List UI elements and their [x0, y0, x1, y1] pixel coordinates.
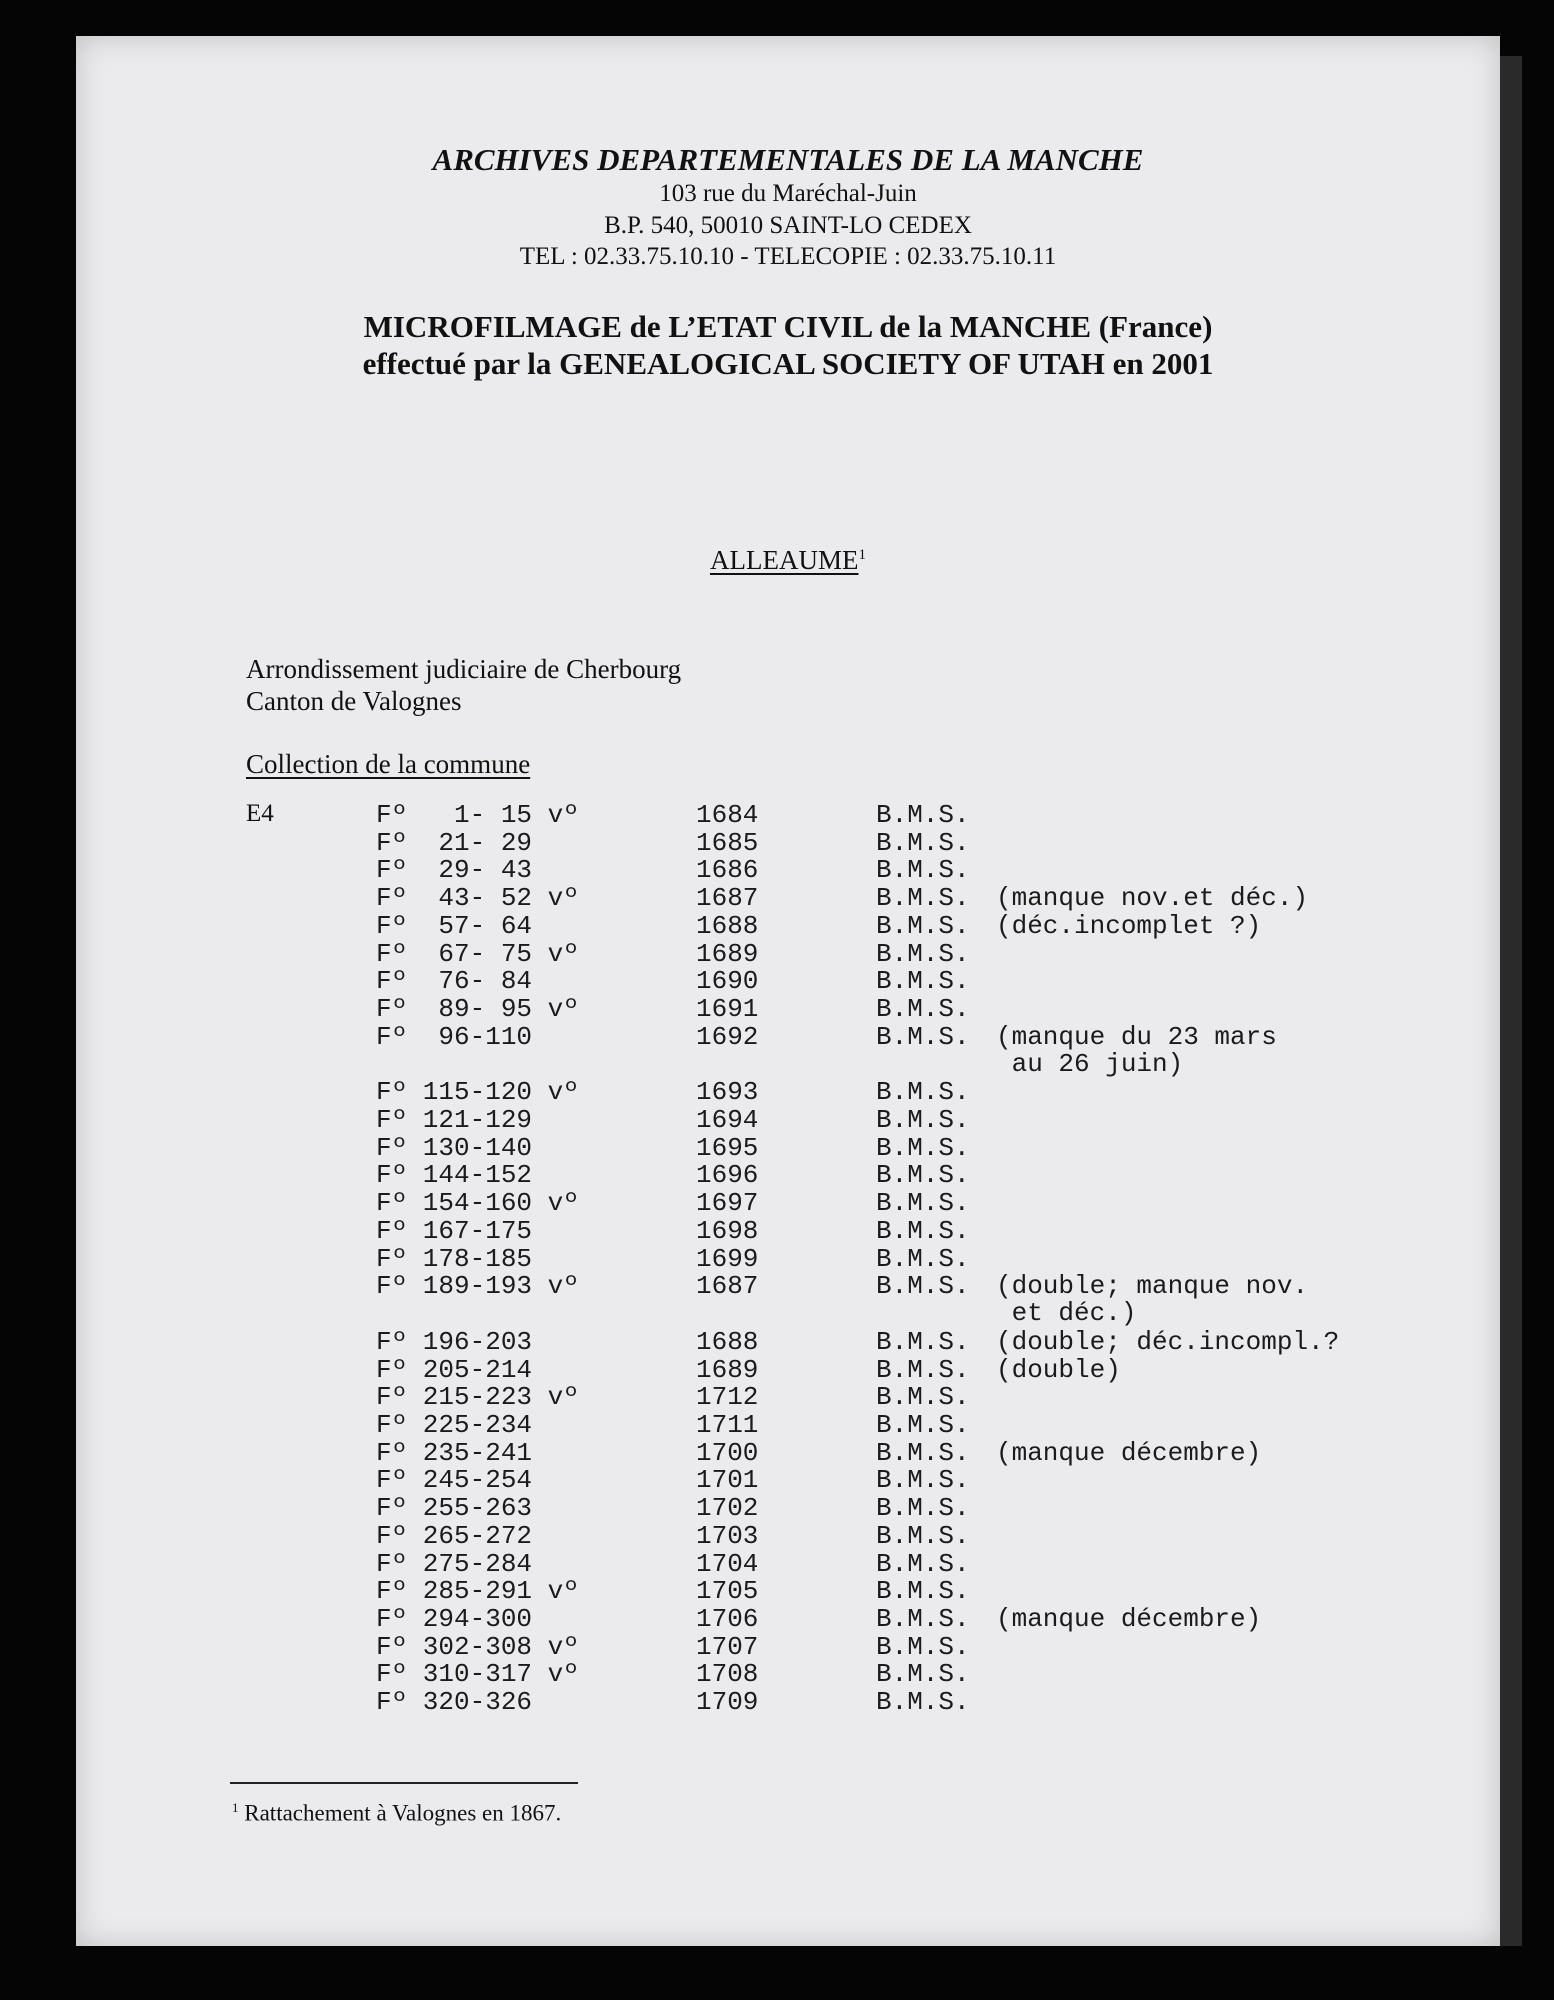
year-cell: 1689	[696, 1354, 759, 1385]
register-row	[76, 1410, 1500, 1438]
commune-heading	[76, 545, 1500, 576]
type-cell: B.M.S.	[876, 1465, 970, 1496]
folio-cell: Fº 1- 15 vº	[376, 800, 579, 830]
footnote-text: Rattachement à Valognes en 1867.	[244, 1800, 562, 1826]
footnote	[232, 1800, 561, 1827]
folio-cell: Fº 130-140	[376, 1132, 533, 1163]
register-row	[76, 1493, 1500, 1524]
year-cell: 1692	[696, 1021, 759, 1052]
folio-cell: Fº 310-317 vº	[376, 1659, 579, 1690]
register-row	[76, 1465, 1500, 1496]
year-cell: 1703	[696, 1520, 759, 1551]
year-cell: 1709	[696, 1687, 759, 1717]
note-cell: (double; déc.incompl.?	[996, 1326, 1340, 1357]
folio-cell: Fº 29- 43	[376, 855, 533, 886]
canton: Canton de Valognes	[246, 686, 462, 716]
footnote-rule	[230, 1782, 578, 1784]
register-row	[76, 1382, 1500, 1413]
folio-cell: Fº 96-110	[376, 1021, 533, 1052]
folio-cell: Fº 235-241	[376, 1437, 533, 1468]
year-cell: 1705	[696, 1576, 759, 1607]
folio-cell: Fº 121-129	[376, 1105, 533, 1135]
folio-cell: Fº 196-203	[376, 1326, 533, 1357]
register-row	[76, 1438, 1500, 1466]
year-cell: 1707	[696, 1631, 759, 1662]
type-cell: B.M.S.	[876, 1105, 970, 1135]
note-cell: (manque décembre)	[996, 1437, 1262, 1468]
register-row	[76, 855, 1500, 886]
folio-cell: Fº 67- 75 vº	[376, 938, 579, 969]
year-cell: 1700	[696, 1437, 759, 1468]
type-cell: B.M.S.	[876, 827, 970, 858]
folio-cell: Fº 302-308 vº	[376, 1631, 579, 1662]
note-continuation: et déc.)	[996, 1298, 1137, 1329]
year-cell: 1686	[696, 855, 759, 886]
footnote-mark: 1	[232, 1800, 239, 1815]
year-cell: 1708	[696, 1659, 759, 1690]
type-cell: B.M.S.	[876, 1520, 970, 1551]
folio-cell: Fº 205-214	[376, 1354, 533, 1385]
register-row	[76, 883, 1500, 914]
register-row	[76, 994, 1500, 1022]
type-cell: B.M.S.	[876, 1687, 970, 1717]
note-cell: (manque du 23 mars	[996, 1021, 1277, 1052]
year-cell: 1687	[696, 883, 759, 914]
document-title-line-2: effectué par la GENEALOGICAL SOCIETY OF UTAH en 2001	[362, 346, 1214, 381]
type-cell: B.M.S.	[876, 1382, 970, 1413]
series-code: E4	[246, 800, 274, 827]
year-cell: 1687	[696, 1271, 759, 1302]
folio-cell: Fº 320-326	[376, 1687, 533, 1717]
register-row	[76, 1077, 1500, 1108]
arrondissement: Arrondissement judiciaire de Cherbourg	[246, 654, 682, 684]
year-cell: 1699	[696, 1243, 759, 1274]
type-cell: B.M.S.	[876, 1188, 970, 1219]
type-cell: B.M.S.	[876, 1631, 970, 1662]
year-cell: 1693	[696, 1077, 759, 1108]
type-cell: B.M.S.	[876, 993, 970, 1024]
type-cell: B.M.S.	[876, 1437, 970, 1468]
type-cell: B.M.S.	[876, 1603, 970, 1634]
folio-cell: Fº 215-223 vº	[376, 1382, 579, 1413]
year-cell: 1701	[696, 1465, 759, 1496]
note-continuation: au 26 juin)	[996, 1048, 1184, 1079]
register-row	[76, 1604, 1500, 1632]
register-row	[76, 1659, 1500, 1690]
type-cell: B.M.S.	[876, 1354, 970, 1385]
type-cell: B.M.S.	[876, 1659, 970, 1690]
folio-cell: Fº 144-152	[376, 1160, 533, 1191]
register-row	[76, 1632, 1500, 1660]
type-cell: B.M.S.	[876, 1326, 970, 1357]
film-edge	[1500, 56, 1522, 1946]
register-row	[76, 1133, 1500, 1161]
register-row	[76, 939, 1500, 967]
address-line-2: B.P. 540, 50010 SAINT-LO CEDEX	[604, 212, 972, 239]
type-cell: B.M.S.	[876, 1243, 970, 1274]
year-cell: 1688	[696, 910, 759, 941]
year-cell: 1690	[696, 966, 759, 997]
type-cell: B.M.S.	[876, 1548, 970, 1579]
register-row	[76, 966, 1500, 997]
year-cell: 1688	[696, 1326, 759, 1357]
folio-cell: Fº 89- 95 vº	[376, 993, 579, 1024]
year-cell: 1695	[696, 1132, 759, 1163]
register-row	[76, 1521, 1500, 1549]
year-cell: 1704	[696, 1548, 759, 1579]
type-cell: B.M.S.	[876, 938, 970, 969]
year-cell: 1711	[696, 1410, 759, 1440]
year-cell: 1685	[696, 827, 759, 858]
type-cell: B.M.S.	[876, 883, 970, 914]
register-row	[76, 1687, 1500, 1715]
year-cell: 1696	[696, 1160, 759, 1191]
folio-cell: Fº 189-193 vº	[376, 1271, 579, 1302]
year-cell: 1698	[696, 1215, 759, 1246]
type-cell: B.M.S.	[876, 1493, 970, 1524]
folio-cell: Fº 178-185	[376, 1243, 533, 1274]
folio-cell: Fº 255-263	[376, 1493, 533, 1524]
year-cell: 1697	[696, 1188, 759, 1219]
type-cell: B.M.S.	[876, 855, 970, 886]
year-cell: 1712	[696, 1382, 759, 1413]
note-cell: (déc.incomplet ?)	[996, 910, 1262, 941]
register-row	[76, 1327, 1500, 1355]
folio-cell: Fº 154-160 vº	[376, 1188, 579, 1219]
collection-heading: Collection de la commune	[246, 749, 531, 779]
register-row	[76, 1105, 1500, 1133]
type-cell: B.M.S.	[876, 1576, 970, 1607]
type-cell: B.M.S.	[876, 1160, 970, 1191]
folio-cell: Fº 245-254	[376, 1465, 533, 1496]
register-row	[76, 1271, 1500, 1329]
folio-cell: Fº 76- 84	[376, 966, 533, 997]
folio-cell: Fº 167-175	[376, 1215, 533, 1246]
register-row	[76, 1244, 1500, 1272]
type-cell: B.M.S.	[876, 1132, 970, 1163]
institution-title: ARCHIVES DEPARTEMENTALES DE LA MANCHE	[432, 142, 1144, 177]
folio-cell: Fº 275-284	[376, 1548, 533, 1579]
register-row	[76, 1188, 1500, 1219]
folio-cell: Fº 285-291 vº	[376, 1576, 579, 1607]
folio-cell: Fº 21- 29	[376, 827, 533, 858]
year-cell: 1684	[696, 800, 759, 830]
register-row	[76, 1160, 1500, 1191]
register-row	[76, 1576, 1500, 1607]
type-cell: B.M.S.	[876, 966, 970, 997]
type-cell: B.M.S.	[876, 910, 970, 941]
register-row	[76, 1216, 1500, 1244]
type-cell: B.M.S.	[876, 1410, 970, 1440]
document-title-line-1: MICROFILMAGE de L’ETAT CIVIL de la MANCHE (France)	[363, 309, 1213, 344]
note-cell: (manque décembre)	[996, 1603, 1262, 1634]
note-cell: (double)	[996, 1354, 1121, 1385]
year-cell: 1694	[696, 1105, 759, 1135]
folio-cell: Fº 57- 64	[376, 910, 533, 941]
type-cell: B.M.S.	[876, 800, 970, 830]
contact-line: TEL : 02.33.75.10.10 - TELECOPIE : 02.33.75.10.11	[519, 243, 1057, 270]
footnote-reference: 1	[858, 547, 866, 563]
type-cell: B.M.S.	[876, 1077, 970, 1108]
type-cell: B.M.S.	[876, 1021, 970, 1052]
folio-cell: Fº 43- 52 vº	[376, 883, 579, 914]
note-cell: (manque nov.et déc.)	[996, 883, 1309, 914]
year-cell: 1706	[696, 1603, 759, 1634]
register-row	[76, 1021, 1500, 1079]
year-cell: 1691	[696, 993, 759, 1024]
register-row	[76, 828, 1500, 856]
document-page	[76, 36, 1500, 1946]
year-cell: 1702	[696, 1493, 759, 1524]
year-cell: 1689	[696, 938, 759, 969]
note-cell: (double; manque nov.	[996, 1271, 1309, 1302]
type-cell: B.M.S.	[876, 1215, 970, 1246]
commune-name: ALLEAUME	[710, 545, 859, 575]
folio-cell: Fº 294-300	[376, 1603, 533, 1634]
folio-cell: Fº 115-120 vº	[376, 1077, 579, 1108]
register-row	[76, 800, 1500, 828]
register-row	[76, 1549, 1500, 1577]
register-row	[76, 1355, 1500, 1383]
address-line-1: 103 rue du Maréchal-Juin	[659, 180, 917, 207]
register-row	[76, 911, 1500, 939]
folio-cell: Fº 265-272	[376, 1520, 533, 1551]
folio-cell: Fº 225-234	[376, 1410, 533, 1440]
type-cell: B.M.S.	[876, 1271, 970, 1302]
